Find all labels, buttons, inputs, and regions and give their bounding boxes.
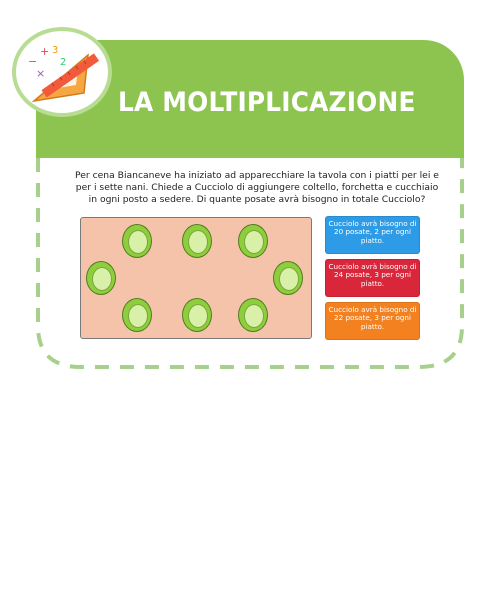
answer-option-a[interactable]: Cucciolo avrà bisogno di 20 posate, 2 per ogni piatto. <box>325 216 420 254</box>
plate <box>238 224 268 258</box>
plate <box>238 298 268 332</box>
plus-symbol: + <box>40 45 50 58</box>
page-title: LA MOLTIPLICAZIONE <box>118 87 416 118</box>
times-symbol: × <box>36 67 46 80</box>
plate <box>122 298 152 332</box>
plate <box>86 261 116 295</box>
logo-badge <box>12 27 112 117</box>
answer-option-c[interactable]: Cucciolo avrà bisogno di 22 posate, 3 per ogni piatto. <box>325 302 420 340</box>
answer-option-b[interactable]: Cucciolo avrà bisogno di 24 posate, 3 per ogni piatto. <box>325 259 420 297</box>
problem-text: Per cena Biancaneve ha iniziato ad apparecchiare la tavola con i piatti per lei e per i sette nani. Chiede a Cucciolo di aggiungere coltello, forchetta e cucchiaio in ogni posto a sedere. Di quante posate avrà bisogno in totale Cucciolo? <box>75 170 439 205</box>
minus-symbol: − <box>28 55 38 68</box>
table-illustration <box>80 217 312 339</box>
three-symbol: 3 <box>52 45 59 56</box>
plate <box>182 224 212 258</box>
two-symbol: 2 <box>60 57 67 68</box>
plate <box>122 224 152 258</box>
plate <box>182 298 212 332</box>
plate <box>273 261 303 295</box>
math-ruler-triangle-icon <box>16 31 108 113</box>
